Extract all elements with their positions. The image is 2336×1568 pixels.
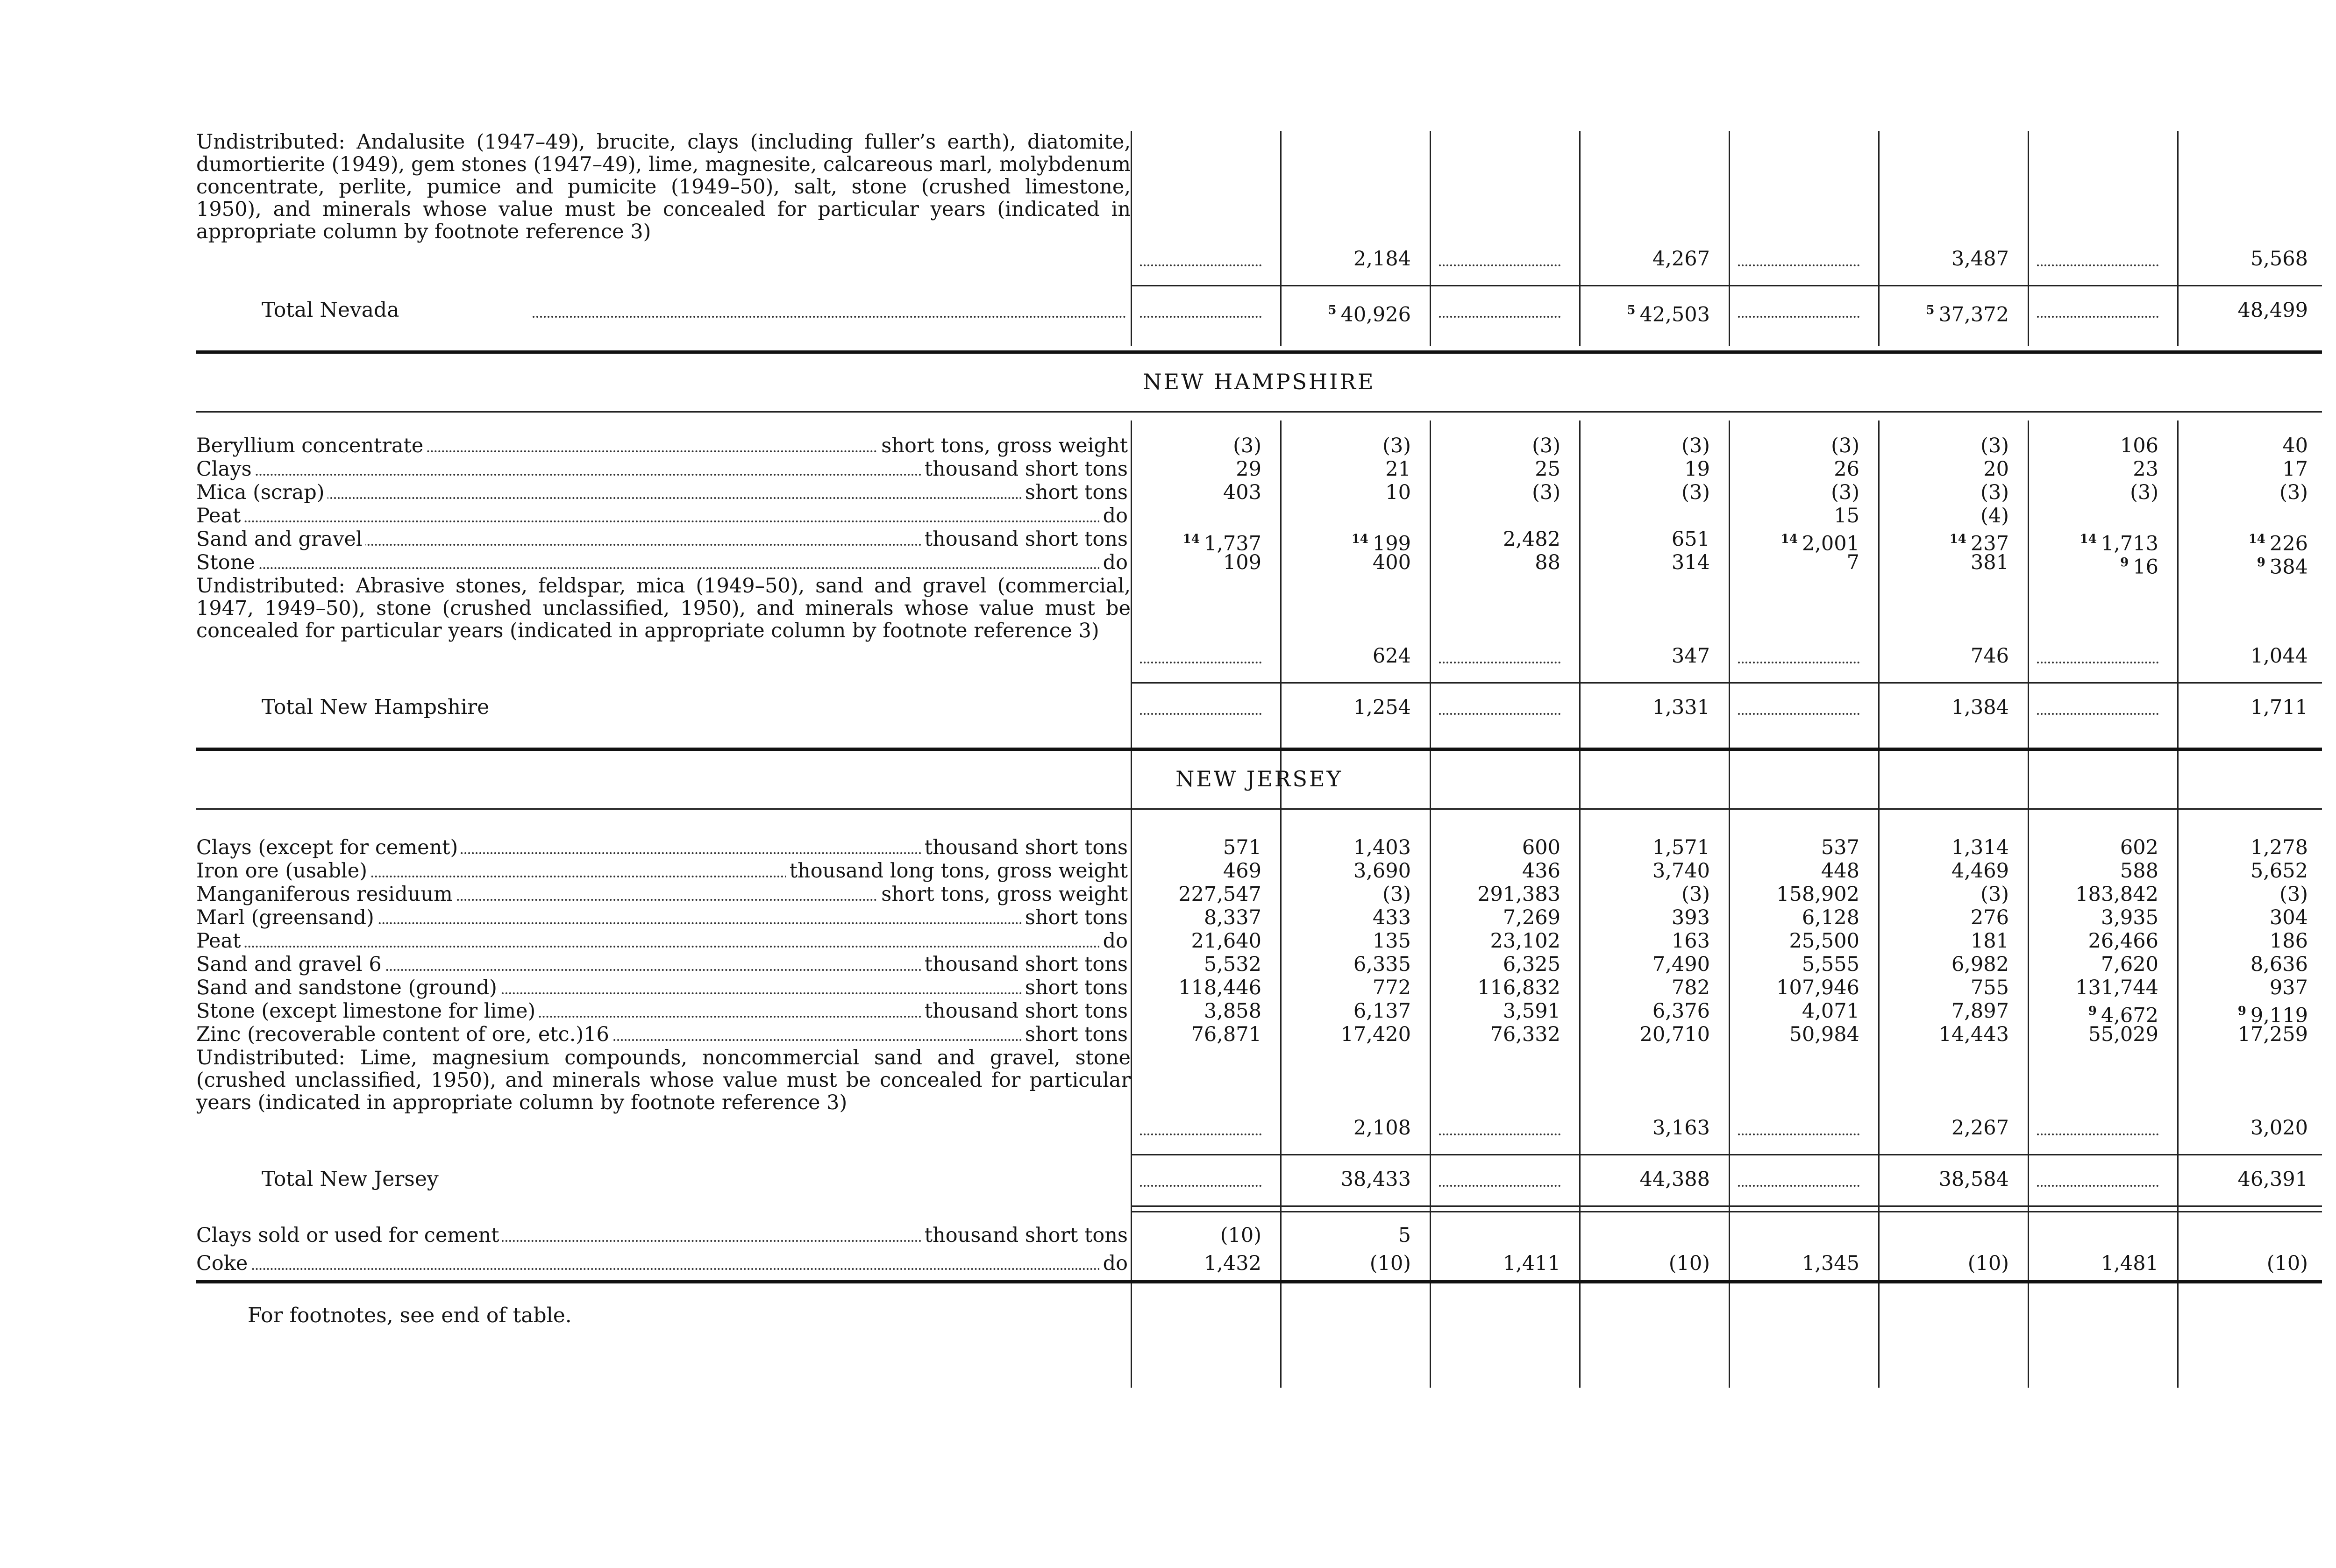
nj-cell: 7,269 [1503,906,1560,929]
row-unit: short tons, gross weight [877,883,1131,905]
nj-cell: 181 [1970,929,2009,953]
nevada-total-leader [1140,316,1261,318]
new-jersey-heading: NEW JERSEY [1175,766,1343,791]
column-divider [2177,818,2179,1388]
row-name: Peat [196,930,243,952]
row-unit: do [1099,930,1131,952]
nj-undistributed-value: 3,163 [1652,1116,1710,1140]
nh-undistributed-value: 624 [1372,644,1411,668]
nh-total-value: 1,331 [1652,696,1710,719]
nh-cell: 10 [1385,481,1411,504]
nj-extra-cell: (10) [1967,1252,2009,1275]
nevada-undistributed-leader [1439,264,1560,266]
column-divider [1729,131,1730,346]
column-divider [2028,421,2029,864]
nj-undistributed-value: 2,267 [1951,1116,2009,1140]
rule [1131,682,2322,684]
nj-cell: 116,832 [1477,976,1560,999]
column-divider [1280,421,1282,864]
nevada-total-leader [1439,316,1560,318]
footnote-marker: 5 [1328,303,1341,317]
nh-cell: 15 [1834,504,1859,527]
nj-cell: 55,029 [2088,1023,2158,1046]
row-unit: short tons, gross weight [877,435,1131,457]
nj-total-leader [1140,1185,1261,1187]
leader-dots [196,497,1131,499]
nh-total-leader [1738,713,1859,715]
nh-total-leader [1140,713,1261,715]
nh-cell: 314 [1671,551,1710,574]
section-rule [196,748,2322,751]
nj-cell: 600 [1522,836,1560,859]
nj-cell: 6,137 [1353,999,1411,1023]
nj-cell: 163 [1671,929,1710,953]
nh-cell: 7 [1846,551,1859,574]
nh-cell: 26 [1834,457,1859,481]
nh-cell: 651 [1671,527,1710,551]
nj-cell: 7,490 [1652,953,1710,976]
nj-cell: 76,871 [1191,1023,1261,1046]
nh-cell: 25 [1535,457,1560,481]
nevada-undistributed-leader [1738,264,1859,266]
column-divider [2028,131,2029,346]
row-unit: short tons [1021,906,1131,929]
nh-total-leader [2037,713,2158,715]
nh-cell: 19 [1684,457,1710,481]
rule [1131,1205,2322,1207]
nh-undistributed-value: 347 [1671,644,1710,668]
footnote-reference: For footnotes, see end of table. [248,1304,572,1327]
row-name: Clays sold or used for cement [196,1224,502,1247]
nj-cell: 8,636 [2250,953,2308,976]
nh-undistributed-value: 746 [1970,644,2009,668]
nj-extra-cell: 1,345 [1802,1252,1859,1275]
row-unit: thousand long tons, gross weight [786,860,1131,882]
nj-cell: 3,740 [1652,859,1710,883]
footnote-marker: 5 [1627,303,1640,317]
row-unit: thousand short tons [921,1224,1131,1247]
rule [1131,1154,2322,1155]
nh-undistributed-leader [1738,662,1859,663]
nj-cell: 588 [2120,859,2158,883]
row-unit: do [1099,551,1131,574]
nj-undistributed-leader [1439,1133,1560,1135]
leader-dots [196,567,1131,569]
row-name: Iron ore (usable) [196,860,370,882]
leader [533,316,1126,318]
row-unit: short tons [1021,1023,1131,1046]
row-unit: thousand short tons [921,953,1131,976]
nj-cell: 131,744 [2075,976,2158,999]
nh-cell: (3) [1831,434,1859,457]
footnote-marker: 9 [2237,1004,2251,1018]
nj-cell: 602 [2120,836,2158,859]
column-divider [1430,131,1431,346]
nevada-undistributed-value: 3,487 [1951,247,2009,271]
rule [196,411,2322,413]
nj-cell: 782 [1671,976,1710,999]
nj-cell: 8,337 [1204,906,1261,929]
row-name: Coke [196,1252,250,1275]
column-divider [1579,818,1581,1388]
nj-cell: 20,710 [1639,1023,1710,1046]
nj-extra-cell: (10) [1220,1224,1261,1247]
nj-cell: 6,128 [1802,906,1859,929]
nj-cell: 1,278 [2250,836,2308,859]
nh-cell: $^9$ 384 [2257,555,2308,579]
nh-cell: 381 [1970,551,2009,574]
nj-cell: 6,335 [1353,953,1411,976]
nj-cell: 571 [1223,836,1261,859]
footnote-marker: 9 [2257,556,2270,570]
nh-cell: 17 [2282,457,2308,481]
nj-extra-cell: 5 [1398,1224,1411,1247]
nh-cell: $^{14}$ 226 [2248,532,2308,556]
nh-cell: 23 [2133,457,2158,481]
nj-total-label: Total New Jersey [262,1167,439,1191]
row-name: Clays [196,458,255,480]
row-unit: thousand short tons [921,528,1131,550]
nh-cell: $^{14}$ 237 [1949,532,2009,556]
row-name: Zinc (recoverable content of ore, etc.)16 [196,1023,612,1046]
nj-total-leader [1439,1185,1560,1187]
column-divider [1280,818,1282,1388]
nh-cell: 2,482 [1503,527,1560,551]
row-unit: thousand short tons [921,458,1131,480]
nj-cell: (3) [1382,883,1411,906]
nj-cell: 7,620 [2101,953,2158,976]
nj-cell: 186 [2269,929,2308,953]
nj-total-leader [1738,1185,1859,1187]
nj-cell: 3,935 [2101,906,2158,929]
nh-cell: (3) [1831,481,1859,504]
nh-undistributed-value: 1,044 [2250,644,2308,668]
column-divider [1579,421,1581,864]
nevada-undistributed-value: 4,267 [1652,247,1710,271]
column-divider [1131,131,1132,346]
nh-cell: (3) [1980,481,2009,504]
column-divider [1430,818,1431,1388]
nh-total-leader [1439,713,1560,715]
nevada-undistributed-text: Undistributed: Andalusite (1947–49), brucite, clays (including fuller’s earth), diatomite, dumortierite (1949), gem stones (1947–49), lime, magnesite, calcareous marl, molybdenum concentrate, perlite, pumice and pumicite (1949–50), salt, stone (crushed limestone, 1950), and minerals whose value must be concealed for particular years (indicated in appropriate column by footnote reference 3) [196,130,1131,243]
nj-extra-cell: (10) [1369,1252,1411,1275]
nj-cell: 1,314 [1951,836,2009,859]
nj-undistributed-leader [2037,1133,2158,1135]
nh-cell: (3) [1382,434,1411,457]
nj-extra-cell: (10) [2266,1252,2308,1275]
footnote-marker: 5 [1926,303,1939,317]
nj-cell: 183,842 [2075,883,2158,906]
nh-cell: $^{14}$ 199 [1351,532,1411,556]
footnote-marker: 14 [1780,532,1802,546]
nh-undistributed-leader [1140,662,1261,663]
new-hampshire-heading: NEW HAMPSHIRE [1143,369,1375,394]
nh-undistributed-text: Undistributed: Abrasive stones, feldspar, mica (1949–50), sand and gravel (commercial, 1947, 1949–50), stone (crushed unclassified, 1950), and minerals whose value must be concealed for particular years (indicated in appropriate column by footnote reference 3) [196,574,1131,642]
footnote-marker: 14 [2248,532,2270,546]
row-name: Stone [196,551,258,574]
nj-cell: 448 [1821,859,1859,883]
nj-undistributed-value: 3,020 [2250,1116,2308,1140]
footnote-marker: 9 [2088,1004,2101,1018]
nj-cell: 158,902 [1776,883,1859,906]
nevada-total-value: $^5$ 40,926 [1328,303,1411,327]
nj-cell: 76,332 [1490,1023,1560,1046]
column-divider [1878,131,1880,346]
nh-cell: (3) [1681,481,1710,504]
nj-cell: 772 [1372,976,1411,999]
nj-cell: 393 [1671,906,1710,929]
nj-cell: 25,500 [1789,929,1859,953]
row-unit: short tons [1021,976,1131,999]
column-divider [1878,421,1880,864]
nj-cell: 7,897 [1951,999,2009,1023]
row-unit: thousand short tons [921,836,1131,859]
nh-cell: 21 [1385,457,1411,481]
nj-cell: 17,420 [1340,1023,1411,1046]
row-unit: thousand short tons [921,1000,1131,1022]
nj-cell: 304 [2269,906,2308,929]
column-divider [2177,421,2179,864]
column-divider [1131,818,1132,1388]
rule [1131,285,2322,286]
nj-undistributed-text: Undistributed: Lime, magnesium compounds, noncommercial sand and gravel, stone (crushed unclassified, 1950), and minerals whose value must be concealed for particular years (indicated in appropriate column by footnote reference 3) [196,1046,1131,1114]
nh-cell: (3) [1532,434,1560,457]
nh-cell: (3) [1980,434,2009,457]
nh-total-label: Total New Hampshire [262,695,490,719]
nh-cell: 403 [1223,481,1261,504]
nevada-undistributed-value: 5,568 [2250,247,2308,271]
nh-cell: (3) [1233,434,1261,457]
nj-cell: 469 [1223,859,1261,883]
nj-cell: 14,443 [1938,1023,2009,1046]
nj-cell: 6,376 [1652,999,1710,1023]
nevada-undistributed-leader [2037,264,2158,266]
nj-total-leader [2037,1185,2158,1187]
nh-undistributed-leader [2037,662,2158,663]
column-divider [1729,421,1730,864]
nj-cell: 1,571 [1652,836,1710,859]
nj-cell: (3) [1681,883,1710,906]
nj-cell: 1,403 [1353,836,1411,859]
nj-cell: 135 [1372,929,1411,953]
nh-cell: 400 [1372,551,1411,574]
nj-cell: 276 [1970,906,2009,929]
nevada-undistributed-value: 2,184 [1353,247,1411,271]
row-name: Sand and gravel 6 [196,953,385,976]
column-divider [1579,131,1581,346]
nh-cell: (3) [1532,481,1560,504]
column-divider [1430,421,1431,864]
nj-cell: 436 [1522,859,1560,883]
column-divider [1131,421,1132,864]
nj-undistributed-value: 2,108 [1353,1116,1411,1140]
nj-total-value: 38,433 [1340,1168,1411,1191]
footnote-marker: 14 [2080,532,2101,546]
nj-cell: $^9$ 9,119 [2237,1004,2308,1027]
nj-cell: 3,591 [1503,999,1560,1023]
nj-undistributed-leader [1738,1133,1859,1135]
footnote-marker: 14 [1351,532,1373,546]
nj-cell: $^9$ 4,672 [2088,1004,2158,1027]
nj-extra-cell: 1,432 [1204,1252,1261,1275]
nj-extra-cell: (10) [1668,1252,1710,1275]
row-unit: do [1099,1252,1131,1275]
nh-cell: 20 [1983,457,2009,481]
nj-cell: 17,259 [2237,1023,2308,1046]
nevada-total-leader [1738,316,1859,318]
nj-cell: 5,652 [2250,859,2308,883]
nj-cell: 433 [1372,906,1411,929]
nh-total-value: 1,711 [2250,696,2308,719]
nj-total-value: 44,388 [1639,1168,1710,1191]
bottom-rule [196,1280,2322,1283]
column-divider [2028,818,2029,1388]
row-name: Marl (greensand) [196,906,377,929]
nj-cell: 291,383 [1477,883,1560,906]
nj-cell: 4,469 [1951,859,2009,883]
rule [1131,1211,2322,1212]
row-name: Clays (except for cement) [196,836,461,859]
nh-cell: (3) [2279,481,2308,504]
nh-undistributed-leader [1439,662,1560,663]
row-unit: do [1099,505,1131,527]
column-divider [1280,131,1282,346]
column-divider [1878,818,1880,1388]
nj-cell: 5,555 [1802,953,1859,976]
nj-cell: 21,640 [1191,929,1261,953]
nh-cell: 106 [2120,434,2158,457]
leader-dots [196,520,1131,522]
nh-cell: 109 [1223,551,1261,574]
nevada-total-label: Total Nevada [262,298,399,322]
nevada-total-value: $^5$ 42,503 [1627,303,1710,327]
row-name: Peat [196,505,243,527]
nj-cell: (3) [2279,883,2308,906]
nj-cell: 937 [2269,976,2308,999]
nj-cell: 3,690 [1353,859,1411,883]
nh-cell: 29 [1236,457,1261,481]
row-name: Beryllium concentrate [196,435,426,457]
nh-total-value: 1,254 [1353,696,1411,719]
column-divider [2177,131,2179,346]
nj-cell: 107,946 [1776,976,1859,999]
row-name: Mica (scrap) [196,481,328,504]
nj-cell: 23,102 [1490,929,1560,953]
nh-total-value: 1,384 [1951,696,2009,719]
nj-cell: (3) [1980,883,2009,906]
nh-cell: $^9$ 16 [2120,555,2158,579]
footnote-marker: 9 [2120,556,2133,570]
nh-cell: $^{14}$ 1,713 [2080,532,2158,556]
nh-cell: 88 [1535,551,1560,574]
nevada-total-value: $^5$ 37,372 [1926,303,2009,327]
nj-cell: 6,325 [1503,953,1560,976]
row-name: Sand and gravel [196,528,365,550]
leader-dots [196,946,1131,948]
nj-cell: 118,446 [1178,976,1261,999]
nj-cell: 6,982 [1951,953,2009,976]
nj-cell: 50,984 [1789,1023,1859,1046]
nj-cell: 537 [1821,836,1859,859]
rule [196,808,2322,810]
nh-cell: (4) [1980,504,2009,527]
section-rule [196,350,2322,354]
nj-cell: 227,547 [1178,883,1261,906]
footnote-marker: 14 [1949,532,1971,546]
nh-cell: $^{14}$ 1,737 [1182,532,1261,556]
nj-cell: 755 [1970,976,2009,999]
leader-dots [196,1268,1131,1270]
nj-cell: 5,532 [1204,953,1261,976]
nh-cell: 40 [2282,434,2308,457]
nh-cell: (3) [2130,481,2158,504]
nj-extra-cell: 1,411 [1503,1252,1560,1275]
nevada-total-value: 48,499 [2237,299,2308,322]
row-name: Sand and sandstone (ground) [196,976,500,999]
nj-cell: 4,071 [1802,999,1859,1023]
row-name: Manganiferous residuum [196,883,456,905]
nh-cell: $^{14}$ 2,001 [1780,532,1859,556]
row-name: Stone (except limestone for lime) [196,1000,538,1022]
nj-undistributed-leader [1140,1133,1261,1135]
nj-total-value: 46,391 [2237,1168,2308,1191]
footnote-marker: 14 [1182,532,1204,546]
column-divider [1729,818,1730,1388]
nj-extra-cell: 1,481 [2101,1252,2158,1275]
nh-cell: (3) [1681,434,1710,457]
nj-total-value: 38,584 [1938,1168,2009,1191]
nevada-undistributed-leader [1140,264,1261,266]
nevada-total-leader [2037,316,2158,318]
nj-cell: 3,858 [1204,999,1261,1023]
nj-cell: 26,466 [2088,929,2158,953]
row-unit: short tons [1021,481,1131,504]
